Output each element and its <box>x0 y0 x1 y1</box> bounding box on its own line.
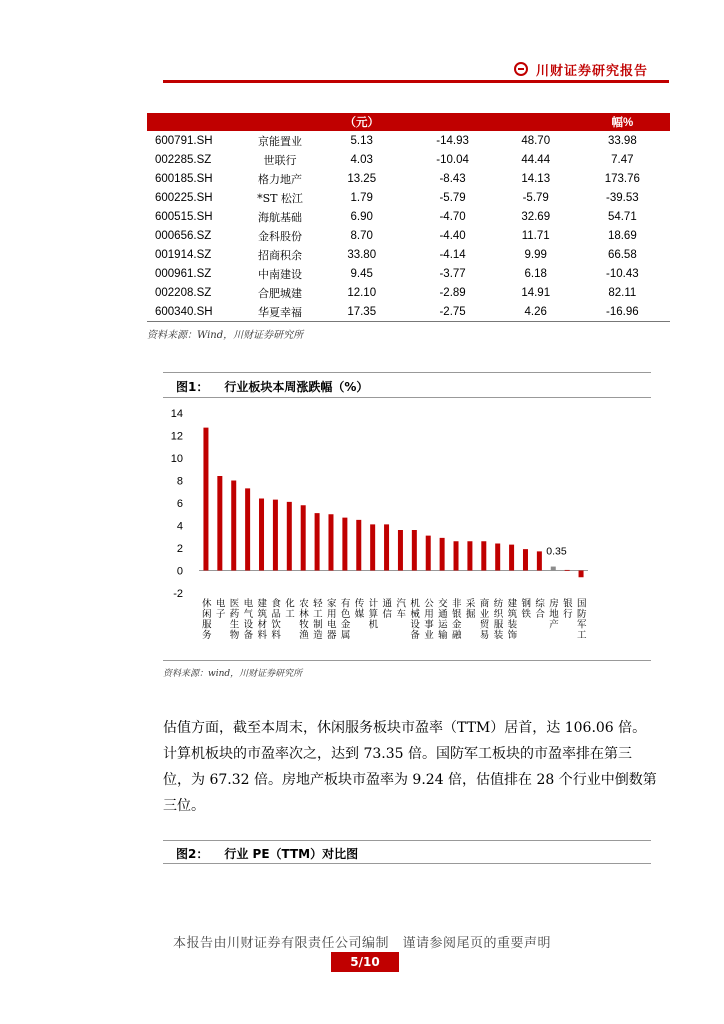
bar <box>426 536 431 571</box>
table-cell: -4.40 <box>439 229 466 242</box>
bar <box>537 551 542 570</box>
valuation-paragraph <box>163 715 659 819</box>
table-cell: 4.26 <box>497 302 575 322</box>
bar <box>509 545 514 571</box>
bar <box>481 541 486 570</box>
table-row <box>147 245 670 264</box>
bar <box>579 571 584 578</box>
table-cell: -5.79 <box>439 191 466 204</box>
x-tick-label: 银行 <box>563 598 573 620</box>
table-source-note: 资料来源：Wind，川财证券研究所 <box>147 330 304 341</box>
bar <box>398 530 403 571</box>
table-cell: 6.90 <box>350 210 373 223</box>
stock-code: 000961.SZ <box>155 267 212 280</box>
table-cell: 14.13 <box>521 172 551 185</box>
table-row <box>147 131 670 150</box>
figure1-source-note: 资料来源：wind，川财证券研究所 <box>163 669 303 679</box>
table-cell: -2.75 <box>408 302 496 322</box>
figure2-title <box>176 845 358 862</box>
table-cell: 6.18 <box>524 267 547 280</box>
table-cell: 54.71 <box>607 210 637 223</box>
x-tick-label: 建筑材料 <box>257 598 268 641</box>
y-tick-label: 0 <box>176 565 183 578</box>
x-tick-label: 医药生物 <box>229 598 240 641</box>
figure1-title-text: 行业板块本周涨跌幅（%） <box>224 380 369 394</box>
bar <box>217 476 222 571</box>
industry-change-bar-chart <box>163 400 593 658</box>
header-cell: 幅% <box>575 113 670 131</box>
bar <box>523 549 528 570</box>
x-tick-label: 计算机 <box>368 598 379 631</box>
paragraph-line: 估值方面，截至本周末，休闲服务板块市盈率（TTM）居首，达 106.06 倍。 <box>163 720 647 736</box>
bar <box>328 514 333 570</box>
table-cell: 12.10 <box>347 286 377 299</box>
header-cell: （元） <box>315 113 408 131</box>
stock-name: *ST 松江 <box>257 191 303 205</box>
table-cell: 8.70 <box>350 229 373 242</box>
footer-disclaimer: 本报告由川财证券有限责任公司编制 谨请参阅尾页的重要声明 <box>172 936 551 951</box>
table-cell: -14.93 <box>436 134 469 147</box>
stock-code: 002285.SZ <box>155 153 212 166</box>
y-tick-label: 12 <box>170 430 183 443</box>
x-tick-label: 综合 <box>535 598 545 620</box>
x-tick-label: 轻工制造 <box>313 598 323 641</box>
table-cell: -8.43 <box>439 172 466 185</box>
table-cell: 82.11 <box>608 286 637 299</box>
table-cell: 32.69 <box>521 210 551 223</box>
bar <box>342 518 347 571</box>
bar <box>259 499 264 571</box>
stock-code: 600185.SH <box>155 172 213 185</box>
table-cell: 48.70 <box>521 134 551 147</box>
x-tick-label: 传媒 <box>354 598 365 620</box>
report-header-title: 川财证券研究报告 <box>536 64 649 79</box>
stock-name: 世联行 <box>263 153 297 167</box>
bar <box>412 530 417 571</box>
x-tick-label: 汽车 <box>396 598 406 620</box>
table-header-row <box>147 113 670 131</box>
header-cell <box>497 113 575 131</box>
x-tick-label: 钢铁 <box>521 598 531 620</box>
table-row <box>147 226 670 245</box>
header-cell <box>408 113 496 131</box>
bar <box>384 524 389 570</box>
figure1-number: 图1： <box>176 380 209 394</box>
figure2-title-text: 行业 PE（TTM）对比图 <box>224 847 359 861</box>
y-tick-label: 6 <box>176 498 183 510</box>
figure1-top-rule <box>163 372 651 373</box>
x-tick-label: 建筑装饰 <box>507 598 518 641</box>
x-tick-label: 农林牧渔 <box>299 598 309 641</box>
table-cell: -16.96 <box>575 302 670 322</box>
table-cell: 5.13 <box>350 134 373 147</box>
table-row <box>147 150 670 169</box>
table-cell: 14.91 <box>521 286 551 299</box>
x-tick-label: 休闲服务 <box>201 598 212 641</box>
y-tick-label: 2 <box>176 543 183 555</box>
bar <box>203 428 208 571</box>
stock-name: 京能置业 <box>258 134 302 148</box>
table-cell: 9.45 <box>350 267 373 280</box>
stock-table <box>147 113 670 322</box>
header-cell <box>147 113 245 131</box>
figure2-title-rule <box>163 863 651 864</box>
table-row <box>147 283 670 302</box>
stock-name: 招商积余 <box>258 248 302 262</box>
y-tick-label: 10 <box>170 453 183 465</box>
stock-name: 金科股份 <box>258 229 302 243</box>
table-row <box>147 207 670 226</box>
x-tick-label: 采掘 <box>465 598 476 620</box>
paragraph-line: 位，为 67.32 倍。房地产板块市盈率为 9.24 倍，估值排在 28 个行业中倒数第 <box>163 772 657 788</box>
x-tick-label: 国防军工 <box>577 598 587 641</box>
x-tick-label: 机械设备 <box>410 598 420 641</box>
bar <box>301 505 306 570</box>
table-cell: 17.35 <box>315 302 408 322</box>
table-cell: 7.47 <box>611 153 634 166</box>
y-tick-label: -2 <box>173 588 183 600</box>
bar <box>467 541 472 570</box>
table-row <box>147 169 670 188</box>
y-tick-label: 4 <box>176 520 183 533</box>
table-cell: -4.14 <box>439 248 466 261</box>
y-tick-label: 8 <box>176 475 183 488</box>
table-row <box>147 302 670 322</box>
table-cell: 9.99 <box>524 248 547 261</box>
paragraph-line: 计算机板块的市盈率次之，达到 73.35 倍。国防军工板块的市盈率排在第三 <box>163 746 632 762</box>
y-tick-label: 14 <box>170 408 183 420</box>
table-cell: 66.58 <box>607 248 637 261</box>
x-tick-label: 有色金属 <box>340 598 351 641</box>
table-cell: 33.80 <box>347 248 377 261</box>
header-rule <box>163 80 669 83</box>
stock-name: 合肥城建 <box>258 286 302 300</box>
x-tick-label: 电气设备 <box>243 598 254 641</box>
table-cell: 4.03 <box>350 153 373 166</box>
bar <box>315 513 320 570</box>
stock-name: 中南建设 <box>258 267 302 281</box>
bar <box>370 524 375 570</box>
stock-name: 海航基础 <box>258 210 302 224</box>
page-number: 5/10 <box>331 952 399 972</box>
figure2-top-rule <box>163 840 651 841</box>
x-tick-label: 食品饮料 <box>271 598 281 641</box>
table-cell: 13.25 <box>347 172 377 185</box>
bar <box>551 567 556 571</box>
figure2-number: 图2： <box>176 847 209 861</box>
bar <box>287 502 292 571</box>
x-tick-label: 电子 <box>215 598 226 620</box>
table-row <box>147 188 670 207</box>
x-tick-label: 房地产 <box>549 598 559 631</box>
x-tick-label: 化工 <box>285 598 295 620</box>
table-cell: 173.76 <box>604 172 640 185</box>
stock-name: 华夏幸福 <box>245 302 315 322</box>
bar <box>495 544 500 571</box>
stock-code: 600515.SH <box>155 210 213 223</box>
bar <box>231 481 236 571</box>
table-cell: 1.79 <box>350 191 373 204</box>
table-cell: 33.98 <box>607 134 637 147</box>
stock-code: 600340.SH <box>147 302 245 322</box>
stock-name: 格力地产 <box>258 172 302 186</box>
x-tick-label: 商业贸易 <box>479 598 490 641</box>
table-cell: -39.53 <box>606 191 639 204</box>
x-tick-label: 交通运输 <box>438 598 448 641</box>
company-logo-icon <box>514 62 528 76</box>
table-cell: 11.71 <box>521 229 550 242</box>
table-cell: -4.70 <box>439 210 466 223</box>
x-tick-label: 非银金融 <box>452 598 462 641</box>
table-row <box>147 264 670 283</box>
paragraph-line: 三位。 <box>163 798 205 814</box>
stock-code: 001914.SZ <box>155 248 212 261</box>
figure1-bottom-rule <box>163 660 651 661</box>
x-tick-label: 公用事业 <box>424 598 434 641</box>
table-cell: -10.43 <box>606 267 639 280</box>
table-cell: -10.04 <box>436 153 469 166</box>
table-cell: -3.77 <box>439 267 466 280</box>
stock-code: 002208.SZ <box>155 286 212 299</box>
x-tick-label: 纺织服装 <box>493 598 504 641</box>
table-cell: -5.79 <box>522 191 549 204</box>
bar <box>440 538 445 571</box>
bar <box>356 520 361 571</box>
bar <box>565 570 570 571</box>
bar <box>454 541 459 570</box>
x-tick-label: 家用电器 <box>326 598 337 641</box>
table-cell: 18.69 <box>607 229 637 242</box>
stock-code: 000656.SZ <box>155 229 212 242</box>
bar <box>245 488 250 570</box>
figure1-title <box>176 378 368 395</box>
table-cell: 44.44 <box>521 153 551 166</box>
stock-code: 600791.SH <box>155 134 213 147</box>
bar <box>273 500 278 571</box>
stock-code: 600225.SH <box>155 191 213 204</box>
table-cell: -2.89 <box>439 286 466 299</box>
figure1-title-rule <box>163 397 651 398</box>
header-cell <box>245 113 315 131</box>
x-tick-label: 通信 <box>382 598 393 620</box>
data-label: 0.35 <box>546 545 567 558</box>
